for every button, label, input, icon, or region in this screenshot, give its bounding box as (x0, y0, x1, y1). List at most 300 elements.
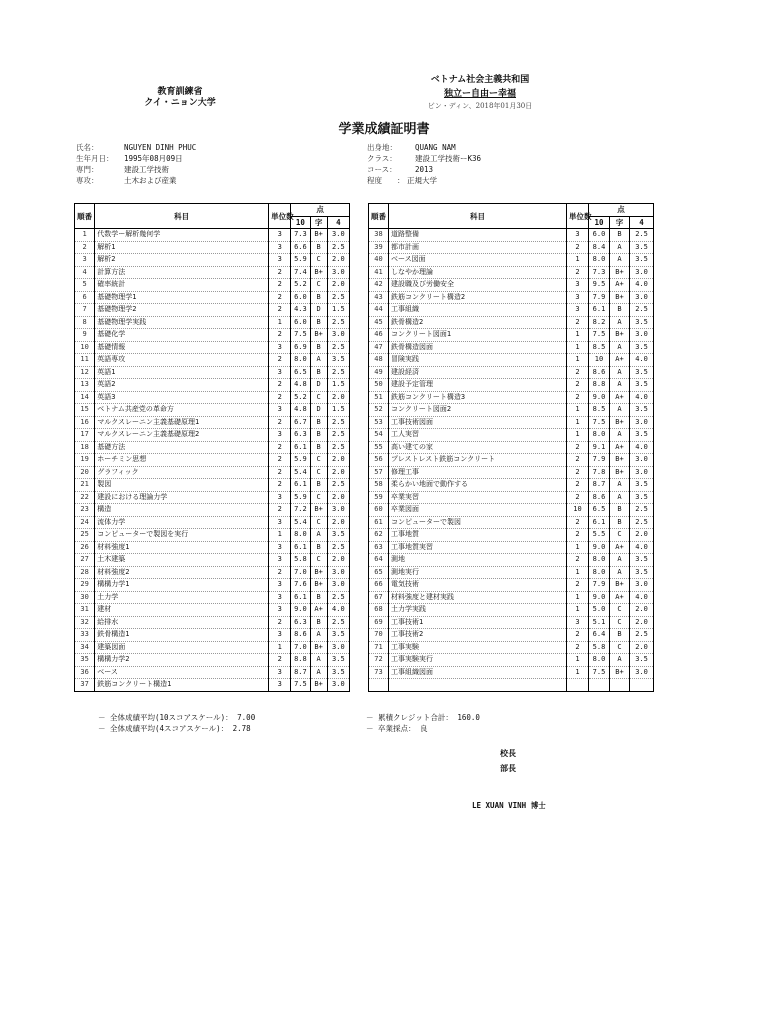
row-number: 34 (75, 641, 95, 654)
row-number: 8 (75, 316, 95, 329)
principal-title: 校長 (500, 748, 516, 758)
row-number: 38 (369, 229, 389, 242)
col-letter-header: 字 (310, 216, 327, 229)
row-number: 45 (369, 316, 389, 329)
table-row (369, 279, 654, 292)
score-10: 8.6 (589, 491, 610, 504)
score-4: 4.0 (630, 354, 654, 367)
score-4: 4.0 (630, 591, 654, 604)
row-number: 64 (369, 554, 389, 567)
table-row (369, 229, 654, 242)
row-number: 4 (75, 266, 95, 279)
table-row (369, 679, 654, 692)
credits: 3 (269, 554, 291, 567)
credits: 2 (567, 466, 589, 479)
score-10: 8.8 (589, 379, 610, 392)
score-10: 8.7 (291, 666, 310, 679)
row-number: 51 (369, 391, 389, 404)
score-4: 1.5 (327, 404, 349, 417)
score-letter: A (310, 654, 327, 667)
score-4: 2.5 (327, 616, 349, 629)
col-4-header: 4 (327, 216, 349, 229)
table-row (75, 341, 350, 354)
score-10: 7.0 (291, 566, 310, 579)
student-info-right (367, 142, 481, 186)
table-row (75, 329, 350, 342)
subject-name (389, 679, 567, 692)
subject-name: 測地実行 (389, 566, 567, 579)
credits-value: 160.0 (457, 713, 480, 722)
credits: 10 (567, 504, 589, 517)
score-letter: B (310, 616, 327, 629)
row-number: 33 (75, 629, 95, 642)
score-letter: C (610, 604, 630, 617)
score-10: 7.5 (589, 666, 610, 679)
table-row (75, 454, 350, 467)
score-10: 6.1 (589, 304, 610, 317)
score-letter: A (610, 316, 630, 329)
subject-name: 解析2 (95, 254, 269, 267)
subject-name: 工事技術1 (389, 616, 567, 629)
row-number: 21 (75, 479, 95, 492)
table-row (369, 604, 654, 617)
score-letter: A (610, 429, 630, 442)
score-4: 2.5 (630, 516, 654, 529)
score-letter: A+ (610, 591, 630, 604)
university-name: クイ・ニョン大学 (144, 98, 216, 108)
credits: 3 (269, 541, 291, 554)
student-info-left (76, 142, 196, 186)
score-letter: B+ (610, 466, 630, 479)
subject-name: 電気技術 (389, 579, 567, 592)
table-row (75, 354, 350, 367)
table-row (369, 429, 654, 442)
score-letter: A (610, 654, 630, 667)
row-number: 73 (369, 666, 389, 679)
score-4: 3.5 (630, 654, 654, 667)
row-number: 46 (369, 329, 389, 342)
row-number: 7 (75, 304, 95, 317)
subject-name: 建設における理論力学 (95, 491, 269, 504)
col-score-header: 点 (589, 204, 654, 217)
col-subject-header: 科目 (95, 204, 269, 229)
row-number: 10 (75, 341, 95, 354)
grade-row (366, 723, 480, 734)
credits: 1 (567, 254, 589, 267)
row-number: 35 (75, 654, 95, 667)
col-10-header: 10 (589, 216, 610, 229)
student-level: 正規大学 (407, 176, 437, 185)
credits: 2 (269, 291, 291, 304)
score-4: 2.0 (327, 454, 349, 467)
credits: 2 (269, 654, 291, 667)
score-10: 8.5 (589, 404, 610, 417)
subject-name: 都市計画 (389, 241, 567, 254)
subject-name: 給排水 (95, 616, 269, 629)
score-10: 6.5 (291, 366, 310, 379)
score-4: 2.5 (630, 304, 654, 317)
major-row (76, 164, 196, 175)
score-letter: A+ (610, 441, 630, 454)
score-4: 2.5 (327, 479, 349, 492)
score-10 (589, 679, 610, 692)
level-row (367, 175, 481, 186)
row-number: 44 (369, 304, 389, 317)
table-row (369, 591, 654, 604)
score-4: 2.5 (327, 341, 349, 354)
row-number: 3 (75, 254, 95, 267)
score-10: 5.5 (589, 529, 610, 542)
score-letter: B+ (310, 504, 327, 517)
score-letter: A (610, 566, 630, 579)
row-number: 36 (75, 666, 95, 679)
dept-head-title: 部長 (500, 763, 516, 773)
score-10: 8.0 (291, 529, 310, 542)
score-10: 7.5 (589, 329, 610, 342)
ministry-name: 教育訓練省 (157, 87, 203, 97)
credits: 1 (567, 354, 589, 367)
place-date: ビン・ディン、2018年01月30日 (427, 102, 533, 110)
row-number: 71 (369, 641, 389, 654)
score-10: 9.0 (589, 391, 610, 404)
grades-table-right (368, 203, 654, 692)
credits: 3 (567, 229, 589, 242)
credits: 1 (567, 654, 589, 667)
score-letter: C (310, 554, 327, 567)
credits: 2 (269, 304, 291, 317)
credits: 2 (269, 441, 291, 454)
table-row (369, 654, 654, 667)
credits: 2 (567, 441, 589, 454)
table-row (75, 591, 350, 604)
table-row (369, 516, 654, 529)
row-number: 12 (75, 366, 95, 379)
subject-name: 製図 (95, 479, 269, 492)
dob-row (76, 153, 196, 164)
col-credits-header: 単位数 (567, 204, 589, 229)
score-4: 2.0 (630, 529, 654, 542)
score-4: 3.0 (327, 579, 349, 592)
subject-name: 工人実習 (389, 429, 567, 442)
score-10: 8.0 (589, 429, 610, 442)
subject-name: ベトナム共産党の革命方 (95, 404, 269, 417)
subject-name: 修理工事 (389, 466, 567, 479)
table-row (75, 516, 350, 529)
student-course: 2013 (415, 165, 434, 174)
table-row (75, 229, 350, 242)
score-4: 3.5 (327, 629, 349, 642)
score-letter: C (310, 491, 327, 504)
score-4: 3.5 (630, 254, 654, 267)
score-letter: B (310, 429, 327, 442)
row-number: 37 (75, 679, 95, 692)
score-4: 3.0 (630, 454, 654, 467)
score-4: 3.0 (630, 291, 654, 304)
row-number: 68 (369, 604, 389, 617)
row-number: 13 (75, 379, 95, 392)
score-letter: B+ (310, 329, 327, 342)
student-dob: 1995年08月09日 (124, 154, 183, 163)
score-letter: D (310, 404, 327, 417)
table-row (369, 391, 654, 404)
score-letter: B+ (610, 666, 630, 679)
score-10: 9.1 (589, 441, 610, 454)
score-4: 2.5 (630, 229, 654, 242)
score-10: 7.8 (589, 466, 610, 479)
score-4: 3.5 (327, 529, 349, 542)
row-number: 70 (369, 629, 389, 642)
subject-name: 基礎情報 (95, 341, 269, 354)
table-row (369, 491, 654, 504)
table-row (75, 279, 350, 292)
score-letter: D (310, 379, 327, 392)
score-letter: A (310, 529, 327, 542)
grades-table-left (74, 203, 350, 692)
row-number: 30 (75, 591, 95, 604)
row-number: 41 (369, 266, 389, 279)
dob-label: 生年月日： (76, 154, 114, 163)
score-4: 3.5 (630, 491, 654, 504)
credits: 2 (567, 554, 589, 567)
score-letter: C (310, 254, 327, 267)
row-number: 42 (369, 279, 389, 292)
col-subject-header: 科目 (389, 204, 567, 229)
credits: 2 (269, 279, 291, 292)
student-name: NGUYEN DINH PHUC (124, 143, 197, 152)
score-10: 7.2 (291, 504, 310, 517)
credits: 3 (269, 491, 291, 504)
score-10: 6.1 (291, 441, 310, 454)
credits: 2 (269, 354, 291, 367)
score-4: 2.5 (327, 591, 349, 604)
row-number: 2 (75, 241, 95, 254)
row-number: 31 (75, 604, 95, 617)
table-row (75, 304, 350, 317)
score-4: 2.0 (327, 254, 349, 267)
credits: 1 (567, 591, 589, 604)
subject-name: 高い建ての家 (389, 441, 567, 454)
table-row (369, 354, 654, 367)
score-letter: A (610, 479, 630, 492)
score-10: 7.0 (291, 641, 310, 654)
score-4: 2.5 (630, 629, 654, 642)
table-row (369, 629, 654, 642)
table-row (75, 291, 350, 304)
score-letter: B (310, 441, 327, 454)
score-4: 3.5 (327, 354, 349, 367)
score-10: 5.4 (291, 466, 310, 479)
subject-name: 冒険実践 (389, 354, 567, 367)
credits: 3 (269, 404, 291, 417)
subject-name: 確率統計 (95, 279, 269, 292)
name-label: 氏名： (76, 143, 99, 152)
col-no-header: 順番 (75, 204, 95, 229)
score-4: 3.5 (630, 379, 654, 392)
credits: 1 (269, 529, 291, 542)
row-number: 66 (369, 579, 389, 592)
score-4: 4.0 (327, 604, 349, 617)
subject-name: 鉄骨構造1 (95, 629, 269, 642)
subject-name: 基礎物理学1 (95, 291, 269, 304)
row-number: 15 (75, 404, 95, 417)
subject-name: ベース (95, 666, 269, 679)
subject-name: 鉄筋コンクリート構造1 (95, 679, 269, 692)
score-letter: B+ (310, 641, 327, 654)
subject-name: 鉄筋コンクリート構造2 (389, 291, 567, 304)
score-letter: C (310, 466, 327, 479)
table-row (75, 504, 350, 517)
credits: 3 (269, 579, 291, 592)
credits: 3 (269, 254, 291, 267)
subject-name: 建設予定管理 (389, 379, 567, 392)
col-letter-header: 字 (610, 216, 630, 229)
score-4: 2.0 (327, 391, 349, 404)
score-10: 5.8 (589, 641, 610, 654)
row-number: 54 (369, 429, 389, 442)
score-letter: B (310, 316, 327, 329)
score-10: 6.6 (291, 241, 310, 254)
table-row (75, 404, 350, 417)
score-10: 7.9 (589, 454, 610, 467)
col-10-header: 10 (291, 216, 310, 229)
subject-name: 工事組織図面 (389, 666, 567, 679)
subject-name: 工事技術図面 (389, 416, 567, 429)
subject-name: 流体力学 (95, 516, 269, 529)
score-letter: B+ (610, 579, 630, 592)
table-row (369, 366, 654, 379)
score-4: 3.5 (630, 566, 654, 579)
score-letter: A (610, 404, 630, 417)
score-4: 3.0 (630, 266, 654, 279)
hometown-row (367, 142, 481, 153)
score-letter: B+ (610, 454, 630, 467)
score-letter: A (610, 366, 630, 379)
row-number: 50 (369, 379, 389, 392)
row-number: 6 (75, 291, 95, 304)
credits: 3 (269, 666, 291, 679)
credits: 3 (269, 679, 291, 692)
score-4: 3.5 (327, 666, 349, 679)
score-4: 2.0 (630, 616, 654, 629)
score-letter: B (610, 229, 630, 242)
table-row (75, 604, 350, 617)
score-4: 2.0 (327, 279, 349, 292)
score-10: 7.9 (589, 291, 610, 304)
subject-name: 基礎物理学実践 (95, 316, 269, 329)
subject-name: 土力学 (95, 591, 269, 604)
score-4: 1.5 (327, 379, 349, 392)
table-row (369, 266, 654, 279)
subject-name: 英語専攻 (95, 354, 269, 367)
score-10: 6.0 (589, 229, 610, 242)
credits: 1 (567, 404, 589, 417)
table-row (369, 666, 654, 679)
credits-row (366, 712, 480, 723)
course-label: コース： (367, 165, 397, 174)
score-letter: A (310, 354, 327, 367)
grade-label: － 卒業採点： (366, 724, 416, 733)
score-10: 6.7 (291, 416, 310, 429)
score-4: 2.5 (327, 366, 349, 379)
table-row (75, 629, 350, 642)
score-letter: B (310, 341, 327, 354)
col-no-header: 順番 (369, 204, 389, 229)
score-4: 3.5 (630, 404, 654, 417)
subject-name: 建設職及び労働安全 (389, 279, 567, 292)
score-4: 3.0 (630, 329, 654, 342)
score-letter: C (310, 516, 327, 529)
score-4: 2.5 (327, 416, 349, 429)
subject-name: 工事地質実習 (389, 541, 567, 554)
score-4: 2.0 (630, 604, 654, 617)
score-letter: A+ (310, 604, 327, 617)
subject-name: 土力学実践 (389, 604, 567, 617)
table-row (369, 616, 654, 629)
subject-name: 代数学ー解析幾何学 (95, 229, 269, 242)
subject-name: プレストレスト鉄筋コンクリート (389, 454, 567, 467)
subject-name: 基礎物理学2 (95, 304, 269, 317)
score-10: 10 (589, 354, 610, 367)
score-letter: B+ (310, 266, 327, 279)
score-4: 3.0 (327, 679, 349, 692)
table-row (369, 566, 654, 579)
credits: 3 (269, 629, 291, 642)
score-4: 3.5 (630, 479, 654, 492)
subject-name: 工事実験 (389, 641, 567, 654)
credits: 1 (567, 541, 589, 554)
credits: 2 (567, 241, 589, 254)
table-row (75, 379, 350, 392)
credits: 2 (269, 416, 291, 429)
credits: 2 (269, 454, 291, 467)
subject-name: 英語1 (95, 366, 269, 379)
table-row (75, 466, 350, 479)
score-10: 5.9 (291, 254, 310, 267)
table-row (369, 254, 654, 267)
credits: 1 (567, 329, 589, 342)
gpa10-label: － 全体成績平均(10スコアスケール)： (98, 713, 233, 722)
name-row (76, 142, 196, 153)
score-10: 6.0 (291, 291, 310, 304)
gpa4-row (98, 723, 255, 734)
credits: 2 (269, 616, 291, 629)
credits: 2 (567, 366, 589, 379)
score-4: 3.5 (327, 654, 349, 667)
score-letter: B (310, 591, 327, 604)
score-4: 3.5 (630, 341, 654, 354)
score-letter: A (310, 666, 327, 679)
score-4: 2.0 (327, 516, 349, 529)
subject-name: 卒業実習 (389, 491, 567, 504)
specialty-label: 専攻： (76, 176, 99, 185)
subject-name: 工事技術2 (389, 629, 567, 642)
credits: 2 (269, 329, 291, 342)
credits: 2 (567, 516, 589, 529)
col-score-header: 点 (291, 204, 350, 217)
credits-label: － 累積クレジット合計： (366, 713, 453, 722)
table-row (75, 316, 350, 329)
score-4: 2.0 (327, 491, 349, 504)
score-letter: B (610, 504, 630, 517)
row-number: 49 (369, 366, 389, 379)
row-number: 63 (369, 541, 389, 554)
row-number: 25 (75, 529, 95, 542)
score-10: 6.5 (589, 504, 610, 517)
score-10: 6.1 (589, 516, 610, 529)
row-number: 48 (369, 354, 389, 367)
subject-name: 建築図面 (95, 641, 269, 654)
subject-name: 構構力学2 (95, 654, 269, 667)
